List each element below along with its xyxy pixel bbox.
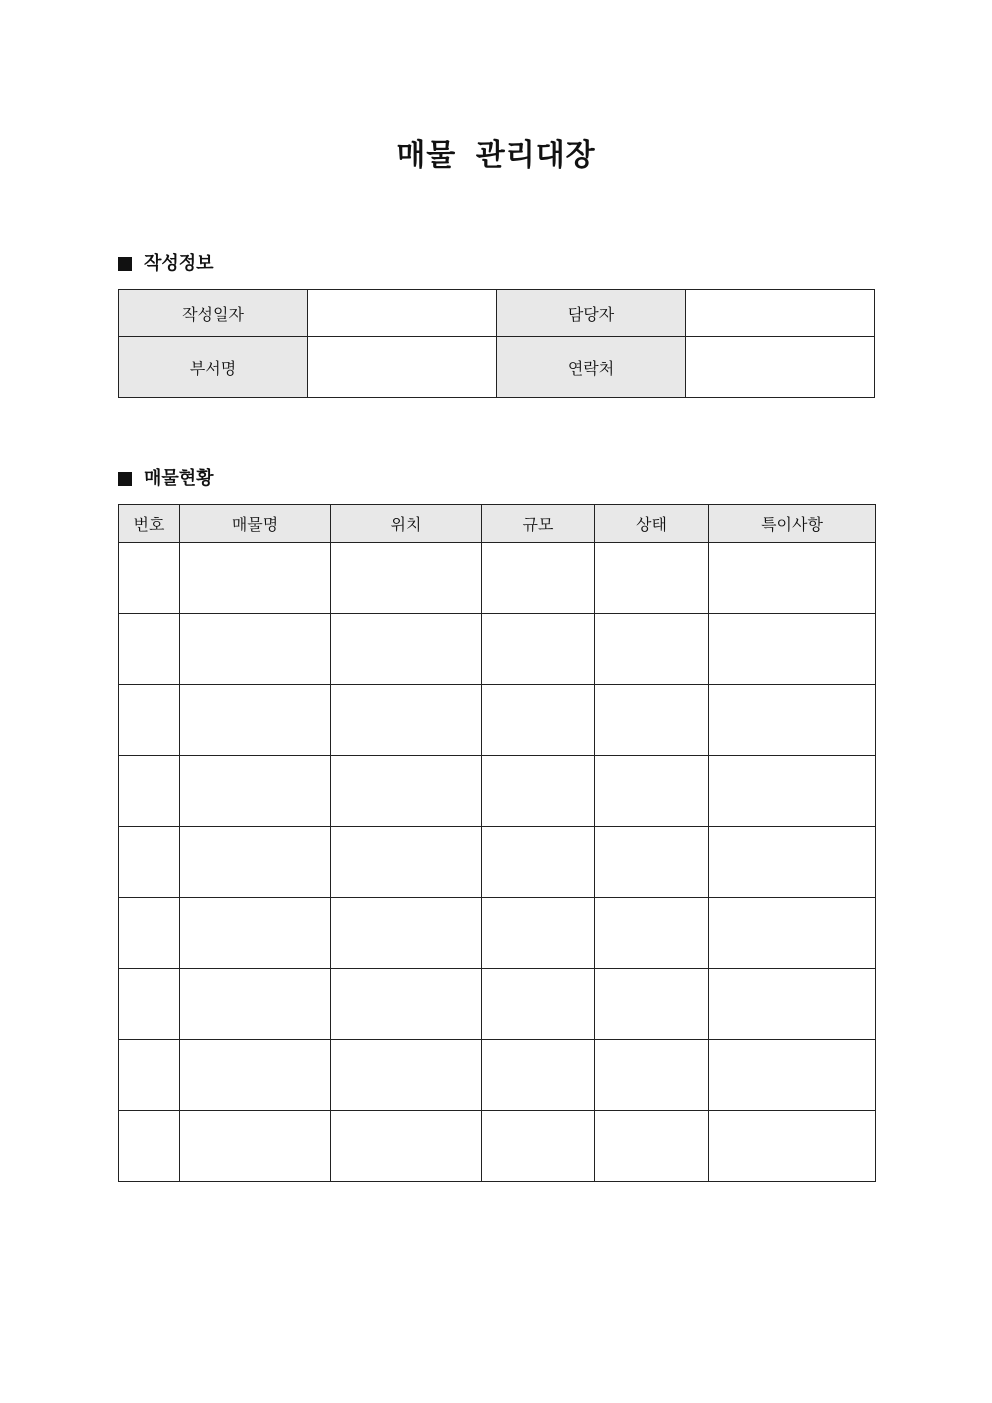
size-cell[interactable] <box>482 969 595 1040</box>
location-cell[interactable] <box>331 543 482 614</box>
location-cell[interactable] <box>331 614 482 685</box>
notes-cell[interactable] <box>709 1040 876 1111</box>
table-row <box>119 898 876 969</box>
status-cell[interactable] <box>595 1111 709 1182</box>
table-row <box>119 756 876 827</box>
notes-cell[interactable] <box>709 969 876 1040</box>
property-name-cell[interactable] <box>180 898 331 969</box>
contact-field[interactable] <box>686 337 875 398</box>
property-name-cell[interactable] <box>180 1111 331 1182</box>
section-heading-info <box>118 252 214 276</box>
size-cell[interactable] <box>482 756 595 827</box>
size-cell[interactable] <box>482 898 595 969</box>
property-name-cell[interactable] <box>180 827 331 898</box>
section-heading-label: 매물현황 <box>144 468 214 489</box>
size-cell[interactable] <box>482 614 595 685</box>
page-title: 매물 관리대장 <box>396 138 596 173</box>
section-heading-label: 작성정보 <box>144 253 214 274</box>
table-row <box>119 827 876 898</box>
size-cell[interactable] <box>482 543 595 614</box>
table-row <box>119 614 876 685</box>
square-bullet-icon <box>118 257 132 271</box>
notes-cell[interactable] <box>709 827 876 898</box>
size-cell[interactable] <box>482 827 595 898</box>
department-label: 부서명 <box>119 337 308 398</box>
date-field[interactable] <box>308 290 497 337</box>
status-cell[interactable] <box>595 614 709 685</box>
notes-cell[interactable] <box>709 614 876 685</box>
notes-cell[interactable] <box>709 685 876 756</box>
info-row <box>119 337 875 398</box>
number-cell[interactable] <box>119 1111 180 1182</box>
items-table <box>118 504 876 1182</box>
size-cell[interactable] <box>482 1111 595 1182</box>
location-cell[interactable] <box>331 756 482 827</box>
notes-cell[interactable] <box>709 1111 876 1182</box>
size-cell[interactable] <box>482 685 595 756</box>
info-table <box>118 289 875 398</box>
column-header-property-name: 매물명 <box>180 505 331 543</box>
notes-cell[interactable] <box>709 543 876 614</box>
status-cell[interactable] <box>595 543 709 614</box>
property-name-cell[interactable] <box>180 1040 331 1111</box>
table-row <box>119 543 876 614</box>
section-heading-items <box>118 467 214 491</box>
column-header-location: 위치 <box>331 505 482 543</box>
notes-cell[interactable] <box>709 898 876 969</box>
location-cell[interactable] <box>331 827 482 898</box>
status-cell[interactable] <box>595 827 709 898</box>
property-name-cell[interactable] <box>180 543 331 614</box>
location-cell[interactable] <box>331 685 482 756</box>
table-row <box>119 685 876 756</box>
column-header-status: 상태 <box>595 505 709 543</box>
column-header-notes: 특이사항 <box>709 505 876 543</box>
number-cell[interactable] <box>119 898 180 969</box>
table-row <box>119 1040 876 1111</box>
status-cell[interactable] <box>595 685 709 756</box>
table-row <box>119 1111 876 1182</box>
column-header-number: 번호 <box>119 505 180 543</box>
property-name-cell[interactable] <box>180 756 331 827</box>
location-cell[interactable] <box>331 898 482 969</box>
notes-cell[interactable] <box>709 756 876 827</box>
date-label: 작성일자 <box>119 290 308 337</box>
size-cell[interactable] <box>482 1040 595 1111</box>
status-cell[interactable] <box>595 898 709 969</box>
number-cell[interactable] <box>119 827 180 898</box>
number-cell[interactable] <box>119 614 180 685</box>
number-cell[interactable] <box>119 1040 180 1111</box>
location-cell[interactable] <box>331 1111 482 1182</box>
location-cell[interactable] <box>331 969 482 1040</box>
property-name-cell[interactable] <box>180 685 331 756</box>
manager-field[interactable] <box>686 290 875 337</box>
table-row <box>119 969 876 1040</box>
property-name-cell[interactable] <box>180 969 331 1040</box>
property-name-cell[interactable] <box>180 614 331 685</box>
contact-label: 연락처 <box>497 337 686 398</box>
number-cell[interactable] <box>119 685 180 756</box>
location-cell[interactable] <box>331 1040 482 1111</box>
number-cell[interactable] <box>119 756 180 827</box>
number-cell[interactable] <box>119 543 180 614</box>
manager-label: 담당자 <box>497 290 686 337</box>
column-header-size: 규모 <box>482 505 595 543</box>
info-row <box>119 290 875 337</box>
number-cell[interactable] <box>119 969 180 1040</box>
square-bullet-icon <box>118 472 132 486</box>
table-header-row <box>119 505 876 543</box>
status-cell[interactable] <box>595 969 709 1040</box>
items-table-body <box>119 543 876 1182</box>
status-cell[interactable] <box>595 756 709 827</box>
status-cell[interactable] <box>595 1040 709 1111</box>
department-field[interactable] <box>308 337 497 398</box>
